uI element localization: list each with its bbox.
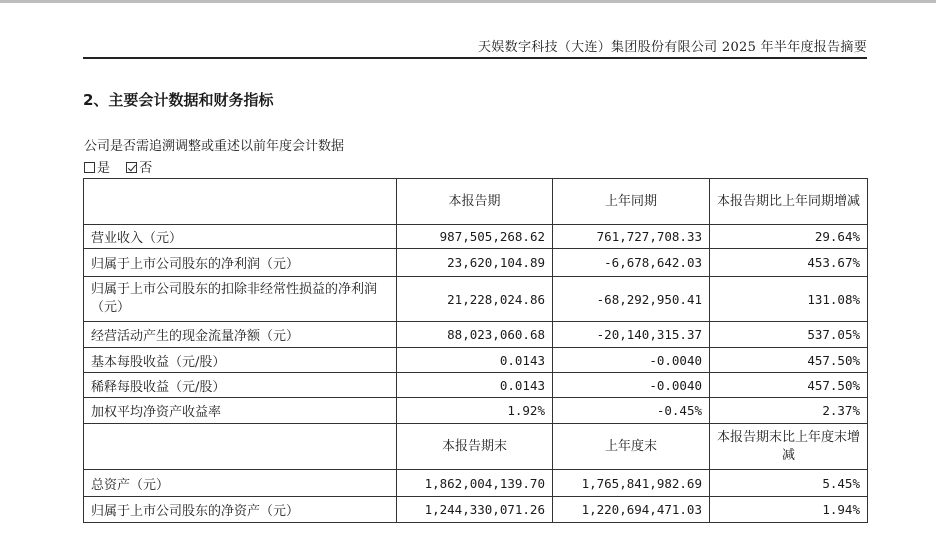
row-change: 537.05%: [710, 322, 868, 348]
yes-label: 是: [97, 161, 111, 176]
row-change: 1.94%: [710, 497, 868, 523]
header-rule: [83, 57, 867, 59]
row-current: 1,862,004,139.70: [397, 470, 553, 497]
table-header-row: [84, 424, 868, 470]
header-period-end: 本报告期末: [397, 424, 553, 470]
row-change: 453.67%: [710, 249, 868, 277]
row-change: 2.37%: [710, 398, 868, 424]
row-prior: -0.45%: [553, 398, 710, 424]
header-blank-cell: [84, 424, 397, 470]
restatement-options: [84, 157, 152, 176]
row-label: 基本每股收益（元/股）: [84, 348, 397, 373]
row-label: 归属于上市公司股东的净利润（元）: [84, 249, 397, 277]
row-current: 0.0143: [397, 348, 553, 373]
no-checkbox[interactable]: [126, 162, 137, 173]
row-prior: -68,292,950.41: [553, 277, 710, 322]
row-prior: -0.0040: [553, 348, 710, 373]
restatement-question: 公司是否需追溯调整或重述以前年度会计数据: [84, 139, 345, 154]
row-current: 0.0143: [397, 373, 553, 398]
row-change: 457.50%: [710, 348, 868, 373]
table-row: [84, 373, 868, 398]
row-prior: 761,727,708.33: [553, 225, 710, 249]
row-change: 131.08%: [710, 277, 868, 322]
header-prior-year-end: 上年度末: [553, 424, 710, 470]
row-label: 归属于上市公司股东的扣除非经常性损益的净利润（元）: [84, 277, 397, 322]
table-row: [84, 470, 868, 497]
row-prior: -20,140,315.37: [553, 322, 710, 348]
yes-checkbox[interactable]: [84, 162, 95, 173]
table-row: [84, 398, 868, 424]
row-label: 加权平均净资产收益率: [84, 398, 397, 424]
row-current: 987,505,268.62: [397, 225, 553, 249]
row-change: 29.64%: [710, 225, 868, 249]
header-blank-cell: [84, 179, 397, 225]
row-current: 1.92%: [397, 398, 553, 424]
row-label: 经营活动产生的现金流量净额（元）: [84, 322, 397, 348]
table-row: [84, 249, 868, 277]
header-change: 本报告期比上年同期增减: [710, 179, 868, 225]
page-header: 天娱数字科技（大连）集团股份有限公司 2025 年半年度报告摘要: [478, 40, 867, 55]
row-label: 归属于上市公司股东的净资产（元）: [84, 497, 397, 523]
table-header-row: [84, 179, 868, 225]
row-label: 总资产（元）: [84, 470, 397, 497]
table-row: [84, 348, 868, 373]
row-label: 营业收入（元）: [84, 225, 397, 249]
financial-data-table: [83, 178, 868, 523]
row-change: 5.45%: [710, 470, 868, 497]
table-row: [84, 322, 868, 348]
row-label: 稀释每股收益（元/股）: [84, 373, 397, 398]
row-prior: 1,765,841,982.69: [553, 470, 710, 497]
table-row: [84, 497, 868, 523]
row-change: 457.50%: [710, 373, 868, 398]
header-prior: 上年同期: [553, 179, 710, 225]
row-current: 21,228,024.86: [397, 277, 553, 322]
header-current: 本报告期: [397, 179, 553, 225]
row-current: 1,244,330,071.26: [397, 497, 553, 523]
row-current: 88,023,060.68: [397, 322, 553, 348]
section-title: 2、主要会计数据和财务指标: [83, 91, 274, 109]
row-current: 23,620,104.89: [397, 249, 553, 277]
row-prior: -6,678,642.03: [553, 249, 710, 277]
header-change: 本报告期末比上年度末增减: [710, 424, 868, 470]
row-prior: -0.0040: [553, 373, 710, 398]
row-prior: 1,220,694,471.03: [553, 497, 710, 523]
top-border: [0, 0, 936, 3]
table-row: [84, 277, 868, 322]
table-row: [84, 225, 868, 249]
no-label: 否: [139, 161, 153, 176]
